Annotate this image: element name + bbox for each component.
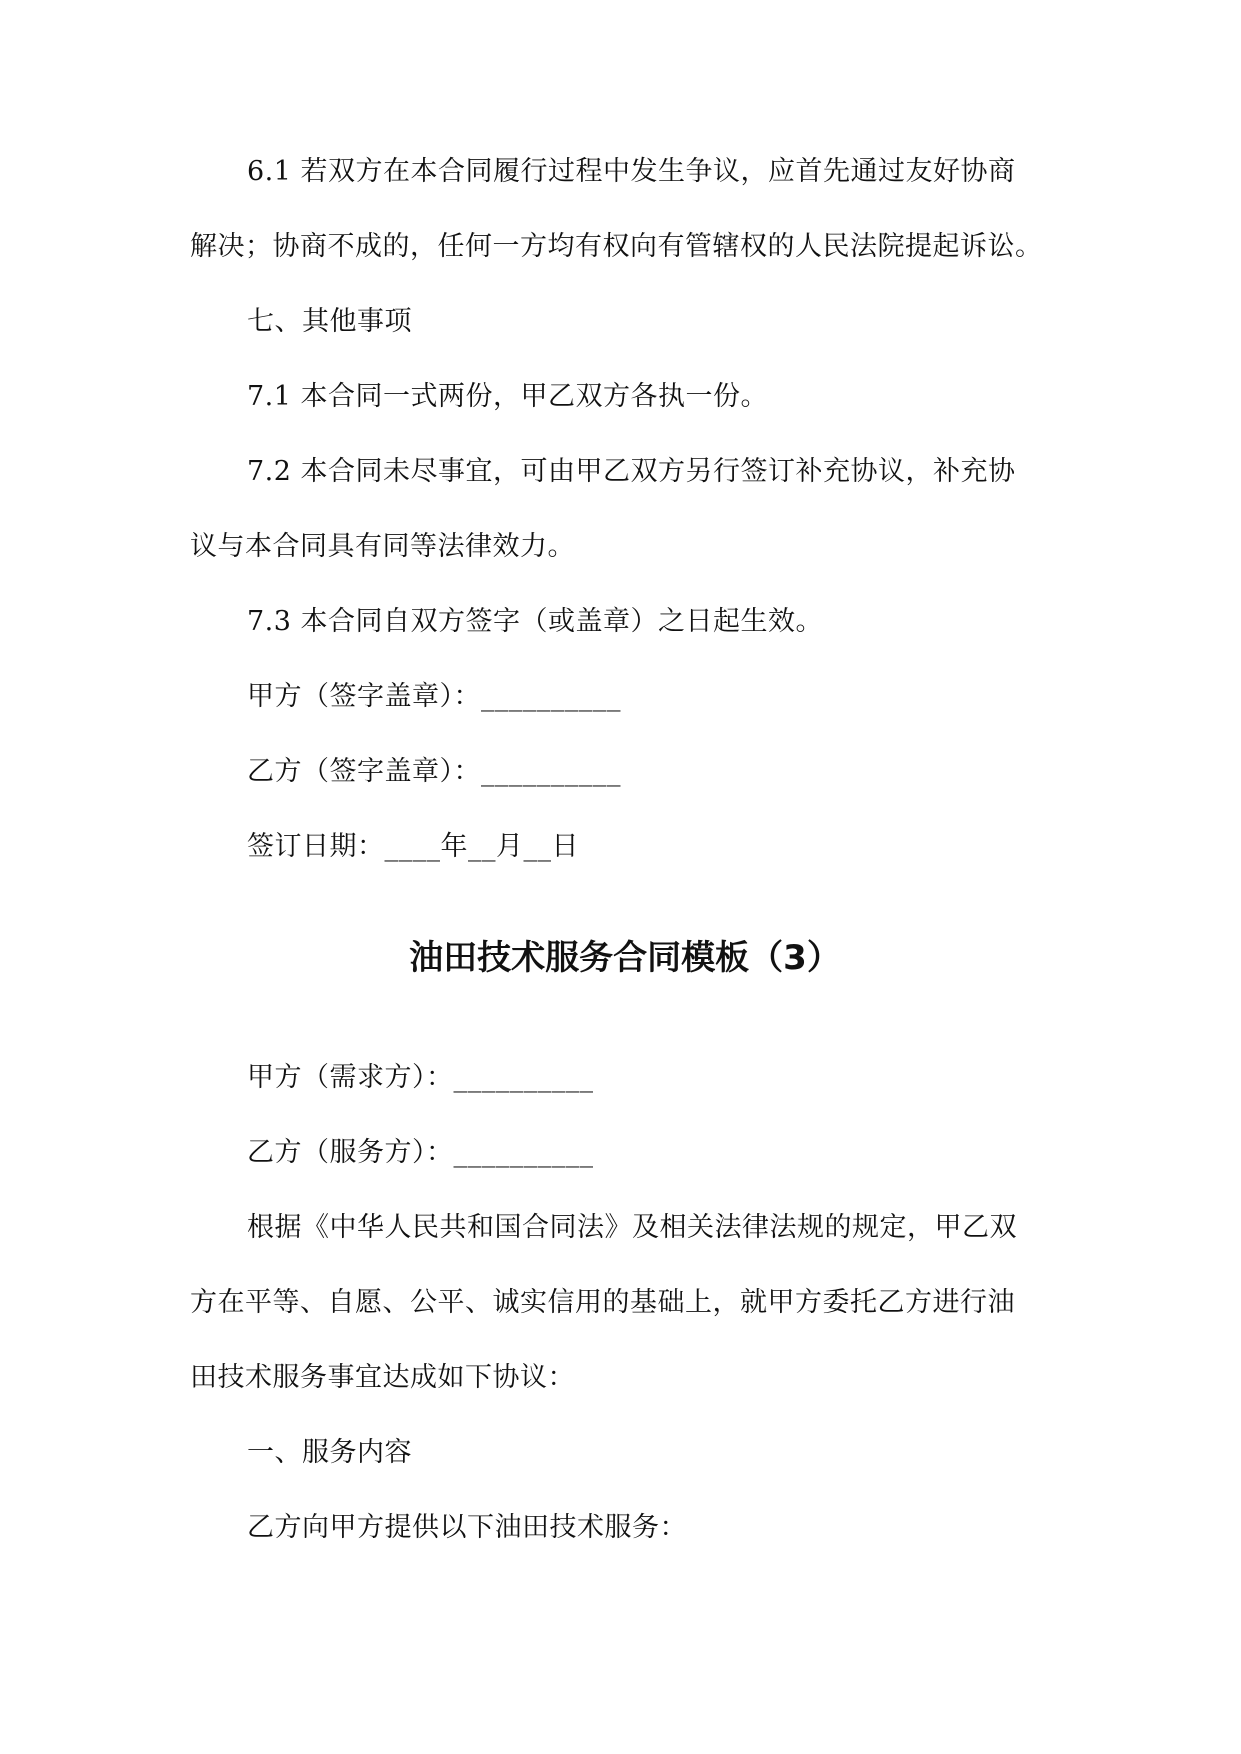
clause-7-2-line-2: 议与本合同具有同等法律效力。 [190,531,575,562]
preamble-line-2: 方在平等、自愿、公平、诚实信用的基础上，就甲方委托乙方进行油 [190,1287,1015,1318]
preamble-line-1: 根据《中华人民共和国合同法》及相关法律法规的规定，甲乙双 [247,1212,1017,1243]
clause-7-2-line-1: 7.2 本合同未尽事宜，可由甲乙双方另行签订补充协议，补充协 [247,456,1016,487]
section-1-heading: 一、服务内容 [247,1437,412,1468]
party-b-signature: 乙方（签字盖章）：__________ [247,756,621,787]
clause-6-1-line-1: 6.1 若双方在本合同履行过程中发生争议，应首先通过友好协商 [247,156,1016,187]
clause-7-3: 7.3 本合同自双方签字（或盖章）之日起生效。 [247,606,824,637]
preamble-line-3: 田技术服务事宜达成如下协议： [190,1362,575,1393]
party-a-demander: 甲方（需求方）：__________ [247,1062,594,1093]
signing-date: 签订日期：____年__月__日 [247,831,579,862]
service-intro: 乙方向甲方提供以下油田技术服务： [247,1512,687,1543]
section-7-heading: 七、其他事项 [247,306,412,337]
party-b-provider: 乙方（服务方）：__________ [247,1137,594,1168]
party-a-signature: 甲方（签字盖章）：__________ [247,681,621,712]
clause-7-1: 7.1 本合同一式两份，甲乙双方各执一份。 [247,381,769,412]
clause-6-1-line-2: 解决；协商不成的，任何一方均有权向有管辖权的人民法院提起诉讼。 [190,231,1043,262]
document-title: 油田技术服务合同模板（3） [409,938,841,978]
